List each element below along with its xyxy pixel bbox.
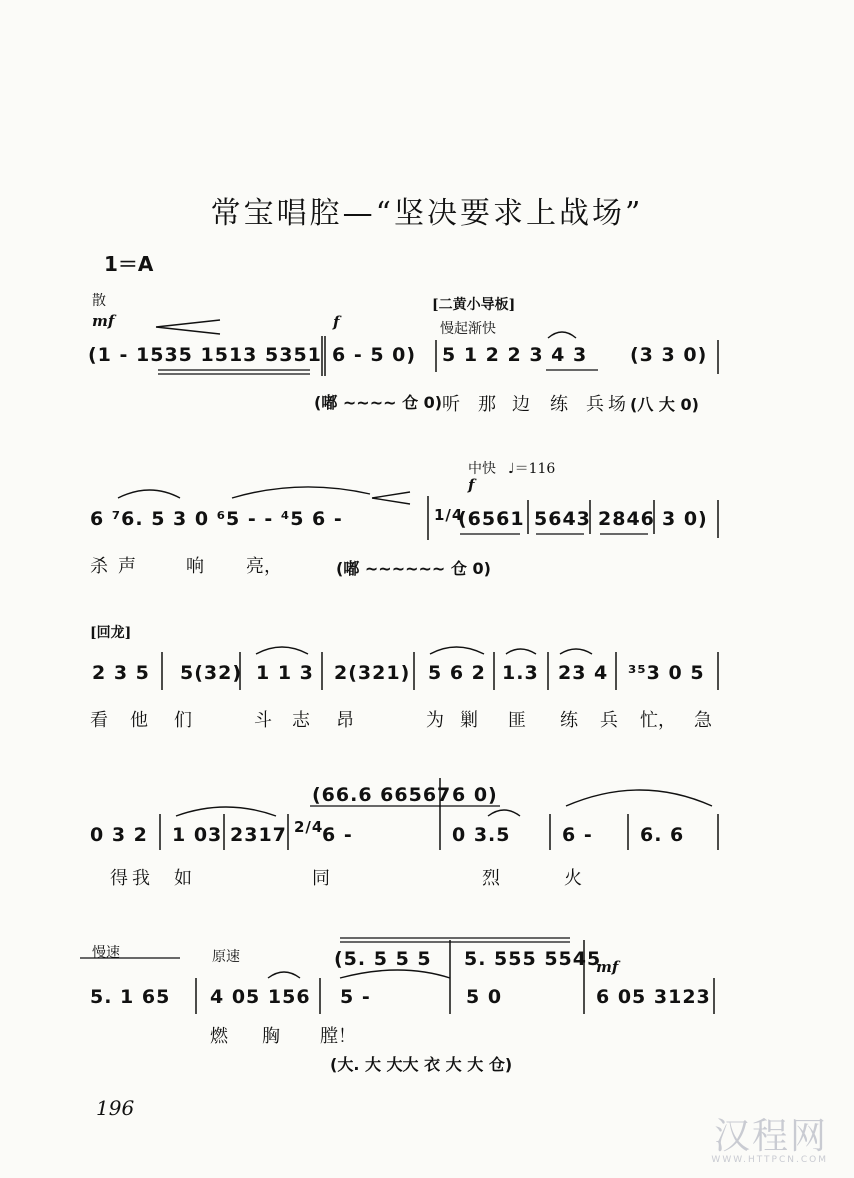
lyric: 昂 xyxy=(336,710,354,731)
notation-segment: (3 3 0) xyxy=(630,344,708,366)
crescendo-hairpin xyxy=(156,320,220,334)
lyric: 那 xyxy=(478,394,496,415)
notation-segment: 6. 6 xyxy=(640,824,685,846)
time-signature: 2/4 xyxy=(294,818,324,836)
notation-segment: 5 - xyxy=(340,986,371,1008)
notation-segment: 0 3 2 xyxy=(90,824,148,846)
time-signature: 1/4 xyxy=(434,506,464,524)
lyric: 兵 xyxy=(586,394,604,415)
tie-arc xyxy=(430,647,484,654)
lyric: 兵 xyxy=(600,710,618,731)
watermark-name: 汉程网 xyxy=(713,1116,828,1157)
page-number: 196 xyxy=(96,1096,135,1120)
lyric: 练 xyxy=(560,710,578,731)
notation-segment: ³⁵3 0 5 xyxy=(628,662,705,684)
notation-segment: 4 05 156 xyxy=(210,986,311,1008)
lyric: 为 xyxy=(426,710,444,731)
notation-segment: 1 1 3 xyxy=(256,662,314,684)
page-title: 常宝唱腔—“坚决要求上战场” xyxy=(210,196,644,231)
tie-arc xyxy=(566,790,712,806)
percussion-line: (大. 大 大大 衣 大 大 仓) xyxy=(330,1055,513,1074)
tie-arc xyxy=(506,649,536,654)
lyric: 燃 xyxy=(210,1026,228,1047)
tempo-mark: 慢速 xyxy=(92,945,120,961)
lyric: 同 xyxy=(312,868,330,889)
lyric: 听 xyxy=(442,394,460,415)
lyric: 志 xyxy=(292,710,310,731)
lyric: 响 xyxy=(186,556,204,577)
notation-segment: 6 - 5 0) xyxy=(332,344,417,366)
notation-segment: 6 - xyxy=(322,824,353,846)
notation-segment: 6 ⁷6. 5 3 0 ⁶5 - - ⁴5 6 - xyxy=(90,508,343,530)
lyric: 火 xyxy=(564,868,582,889)
tie-arc xyxy=(560,649,592,654)
notation-segment: 5 0 xyxy=(466,986,503,1008)
lyric: 们 xyxy=(174,710,192,731)
notation-segment: 6 - xyxy=(562,824,593,846)
tempo-mark: 散 xyxy=(92,293,106,309)
lyric: 场 xyxy=(608,394,626,415)
section-label: [二黄小导板] xyxy=(432,297,516,313)
notation-segment: 2846 xyxy=(598,508,655,530)
notation-segment: 6 0) xyxy=(452,784,498,806)
notation-segment: 5. 555 5545 xyxy=(464,948,602,970)
lyric: 我 xyxy=(132,868,150,889)
tie-arc xyxy=(176,807,276,816)
key-signature: 1＝A xyxy=(104,252,154,276)
lyric: 亮， xyxy=(246,556,282,577)
notation-segment: 2(321) xyxy=(334,662,411,684)
dynamic-mark: f xyxy=(333,313,340,331)
percussion-line: (八 大 0) xyxy=(630,395,699,414)
lyric: 急 xyxy=(694,710,712,731)
notation-segment: 0 3.5 xyxy=(452,824,511,846)
tie-arc xyxy=(340,970,450,978)
lyric: 声 xyxy=(118,556,136,577)
lyric: 胸 xyxy=(262,1026,280,1047)
percussion-line: (嘟 ~~~~~~ 仓 0) xyxy=(336,559,491,578)
notation-segment: 1 03 xyxy=(172,824,223,846)
section-label: [回龙] xyxy=(90,625,132,641)
notation-segment: 23 4 xyxy=(558,662,609,684)
notation-segment: 5(32) xyxy=(180,662,243,684)
tie-arc xyxy=(256,647,308,654)
tie-arc xyxy=(488,810,520,816)
lyric: 杀 xyxy=(90,556,108,577)
watermark-url: WWW.HTTPCN.COM xyxy=(711,1155,828,1165)
lyric: 忙， xyxy=(640,710,676,731)
dynamic-mark: mf xyxy=(596,958,619,976)
lyric: 匪 xyxy=(508,710,526,731)
notation-segment: 2317 xyxy=(230,824,287,846)
lyric: 练 xyxy=(550,394,568,415)
lyric: 如 xyxy=(174,868,192,889)
tie-arc xyxy=(232,487,370,498)
notation-segment: 5643 xyxy=(534,508,591,530)
lyric: 剿 xyxy=(460,710,478,731)
tie-arc xyxy=(118,490,180,498)
lyric: 看 xyxy=(90,710,108,731)
lyric: 得 xyxy=(110,868,128,889)
notation-segment: (66.6 66567 xyxy=(312,784,452,806)
lyric: 膛！ xyxy=(320,1026,356,1047)
notation-segment: 2 3 5 xyxy=(92,662,150,684)
metronome-mark: ♩＝116 xyxy=(508,461,556,477)
tempo-mark: 慢起渐快 xyxy=(440,321,496,337)
tempo-mark: 中快 xyxy=(468,461,496,477)
lyric: 斗 xyxy=(254,710,272,731)
tempo-mark: 原速 xyxy=(212,949,240,965)
notation-segment: 5 6 2 xyxy=(428,662,486,684)
notation-segment: 6 05 3123 xyxy=(596,986,711,1008)
notation-segment: (5. 5 5 5 xyxy=(334,948,432,970)
notation-segment: (1 - 1535 1513 5351 xyxy=(88,344,322,366)
lyric: 边 xyxy=(512,394,530,415)
dynamic-mark: mf xyxy=(92,312,115,330)
lyric: 他 xyxy=(130,710,148,731)
notation-segment: 5 1 2 2 3 4 3 xyxy=(442,344,588,366)
crescendo-hairpin xyxy=(372,492,410,504)
tie-arc xyxy=(268,972,300,978)
lyric: 烈 xyxy=(482,868,500,889)
notation-segment: 5. 1 65 xyxy=(90,986,171,1008)
notation-segment: 3 0) xyxy=(662,508,708,530)
notation-segment: 1.3 xyxy=(502,662,539,684)
notation-segment: (6561 xyxy=(458,508,525,530)
dynamic-mark: f xyxy=(468,476,475,494)
percussion-line: (嘟 ~~~~ 仓 0) xyxy=(314,393,443,412)
tie-arc xyxy=(548,332,576,338)
watermark xyxy=(711,1108,828,1165)
